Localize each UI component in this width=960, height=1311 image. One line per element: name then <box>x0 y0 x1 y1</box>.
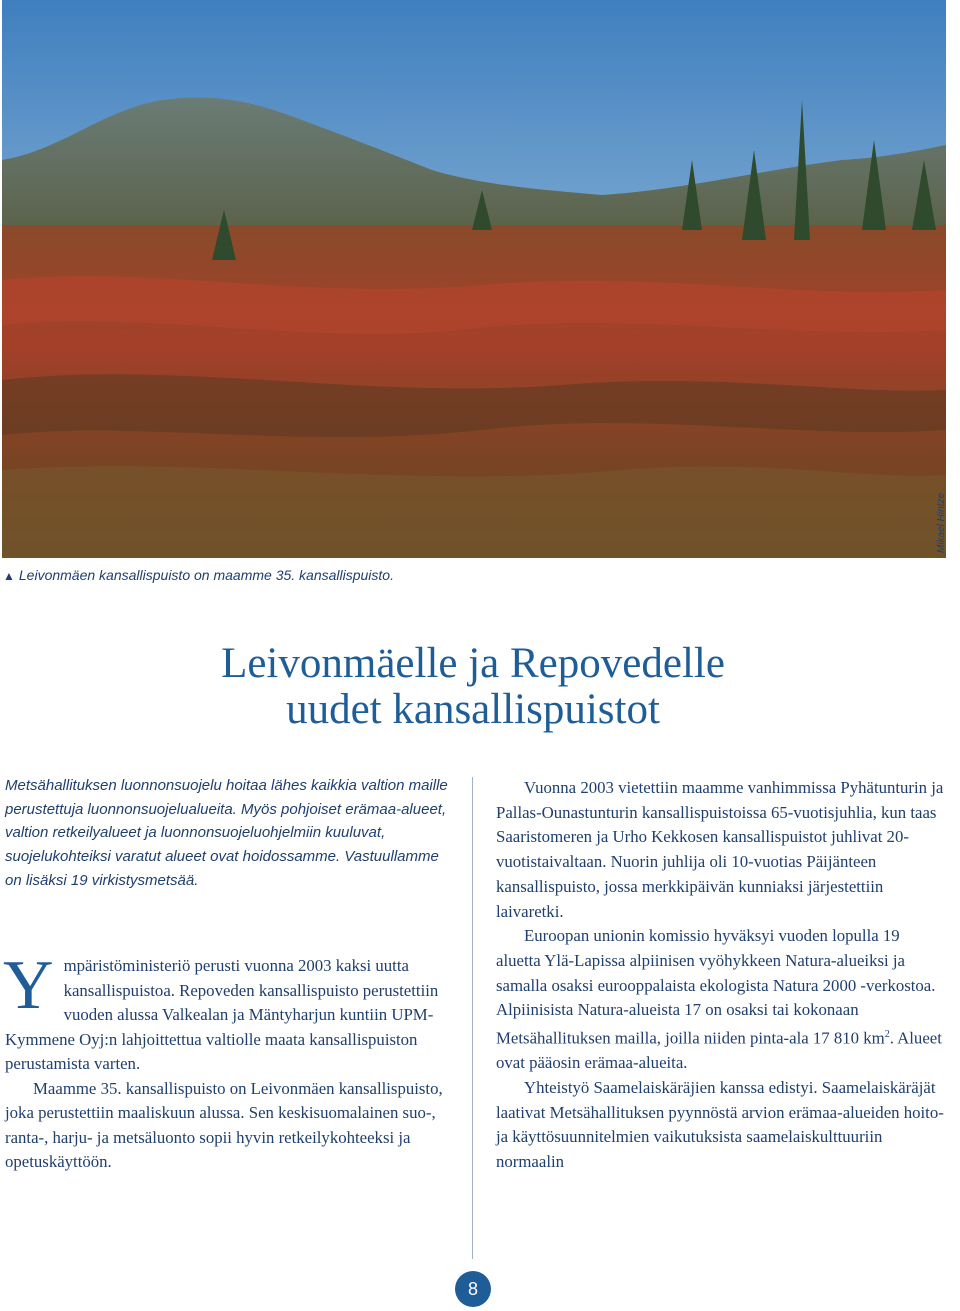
right-paragraph-2-end: . Alueet ovat pääosin erämaa-alueita. <box>496 1028 942 1073</box>
article-title <box>0 641 946 733</box>
right-paragraph-2 <box>496 924 948 1076</box>
right-paragraph-2-text: Euroopan unionin komissio hyväksyi vuoden lopulla 19 aluetta Ylä-Lapissa alpiinisen vyöhykkeen Natura-alueiksi ja samalla osaksi eurooppalaista ekologista Natura 2000 -verkostoa. Alpiinisista Natura-alueista 17 on osaksi tai kokonaan Metsähallituksen mailla, joilla niiden pinta-ala 17 810 km <box>496 926 936 1048</box>
left-paragraph-1 <box>3 947 445 1077</box>
right-paragraph-3: Yhteistyö Saamelaiskäräjien kanssa edistyi. Saamelaiskäräjät laativat Metsähallituksen pyynnöstä arvion erämaa-alueiden hoito- ja käyttösuunnitelmien vaikutuksista saamelaiskulttuuriin normaalin <box>496 1078 944 1172</box>
triangle-up-icon: ▲ <box>3 569 15 583</box>
left-column <box>3 947 445 1175</box>
caption-text: Leivonmäen kansallispuisto on maamme 35. kansallispuisto. <box>18 567 394 583</box>
bog-landscape-image <box>2 0 946 558</box>
landscape-photo <box>2 0 946 558</box>
superscript: 2 <box>884 1029 890 1041</box>
title-line-2: uudet kansallispuistot <box>286 686 660 733</box>
photo-credit: Mikael Hintze <box>936 492 947 553</box>
left-paragraph-2: Maamme 35. kansallispuisto on Leivonmäen kansallispuisto, joka perustettiin maaliskuun alussa. Sen keskisuomalainen suo-, ranta-, harju- ja metsäluonto sopii hyvin retkeilykohteeksi ja opetuskäyttöön. <box>5 1078 443 1171</box>
right-paragraph-1: Vuonna 2003 vietettiin maamme vanhimmissa Pyhätunturin ja Pallas-Ounastunturin kansallispuistoissa 65-vuotisjuhlia, kun taas Saaristomeren ja Urho Kekkosen kansallispuistot juhlivat 20-vuotistaivaltaan. Nuorin juhlija oli 10-vuotias Päijänteen kansallispuisto, jossa merkkipäivän kunniaksi järjestettiin laivaretki. <box>496 778 944 921</box>
photo-caption <box>3 567 394 583</box>
drop-cap: Y <box>3 947 54 1024</box>
right-column <box>496 776 948 1175</box>
lead-paragraph: Metsähallituksen luonnonsuojelu hoitaa lähes kaikkia valtion maille perustettuja luonnonsuojelualueita. Myös pohjoiset erämaa-alueet, valtion retkeilyalueet ja luonnonsuojeluohjelmiin kuuluvat, suojelukohteiksi varatut alueet ovat hoidossamme. Vastuullamme on lisäksi 19 virkistysmetsää. <box>5 777 448 889</box>
column-divider <box>472 777 473 1259</box>
left-paragraph-1-text: mpäristöministeriö perusti vuonna 2003 kaksi uutta kansallispuistoa. Repoveden kansallispuisto perustettiin vuoden alussa Valkealan ja Mäntyharjun kuntiin UPM-Kymmene Oyj:n lahjoittettua valtiolle maata kansallispuiston perustamista varten. <box>5 956 439 1073</box>
title-line-1: Leivonmäelle ja Repovedelle <box>221 640 725 687</box>
page-number: 8 <box>455 1271 491 1307</box>
